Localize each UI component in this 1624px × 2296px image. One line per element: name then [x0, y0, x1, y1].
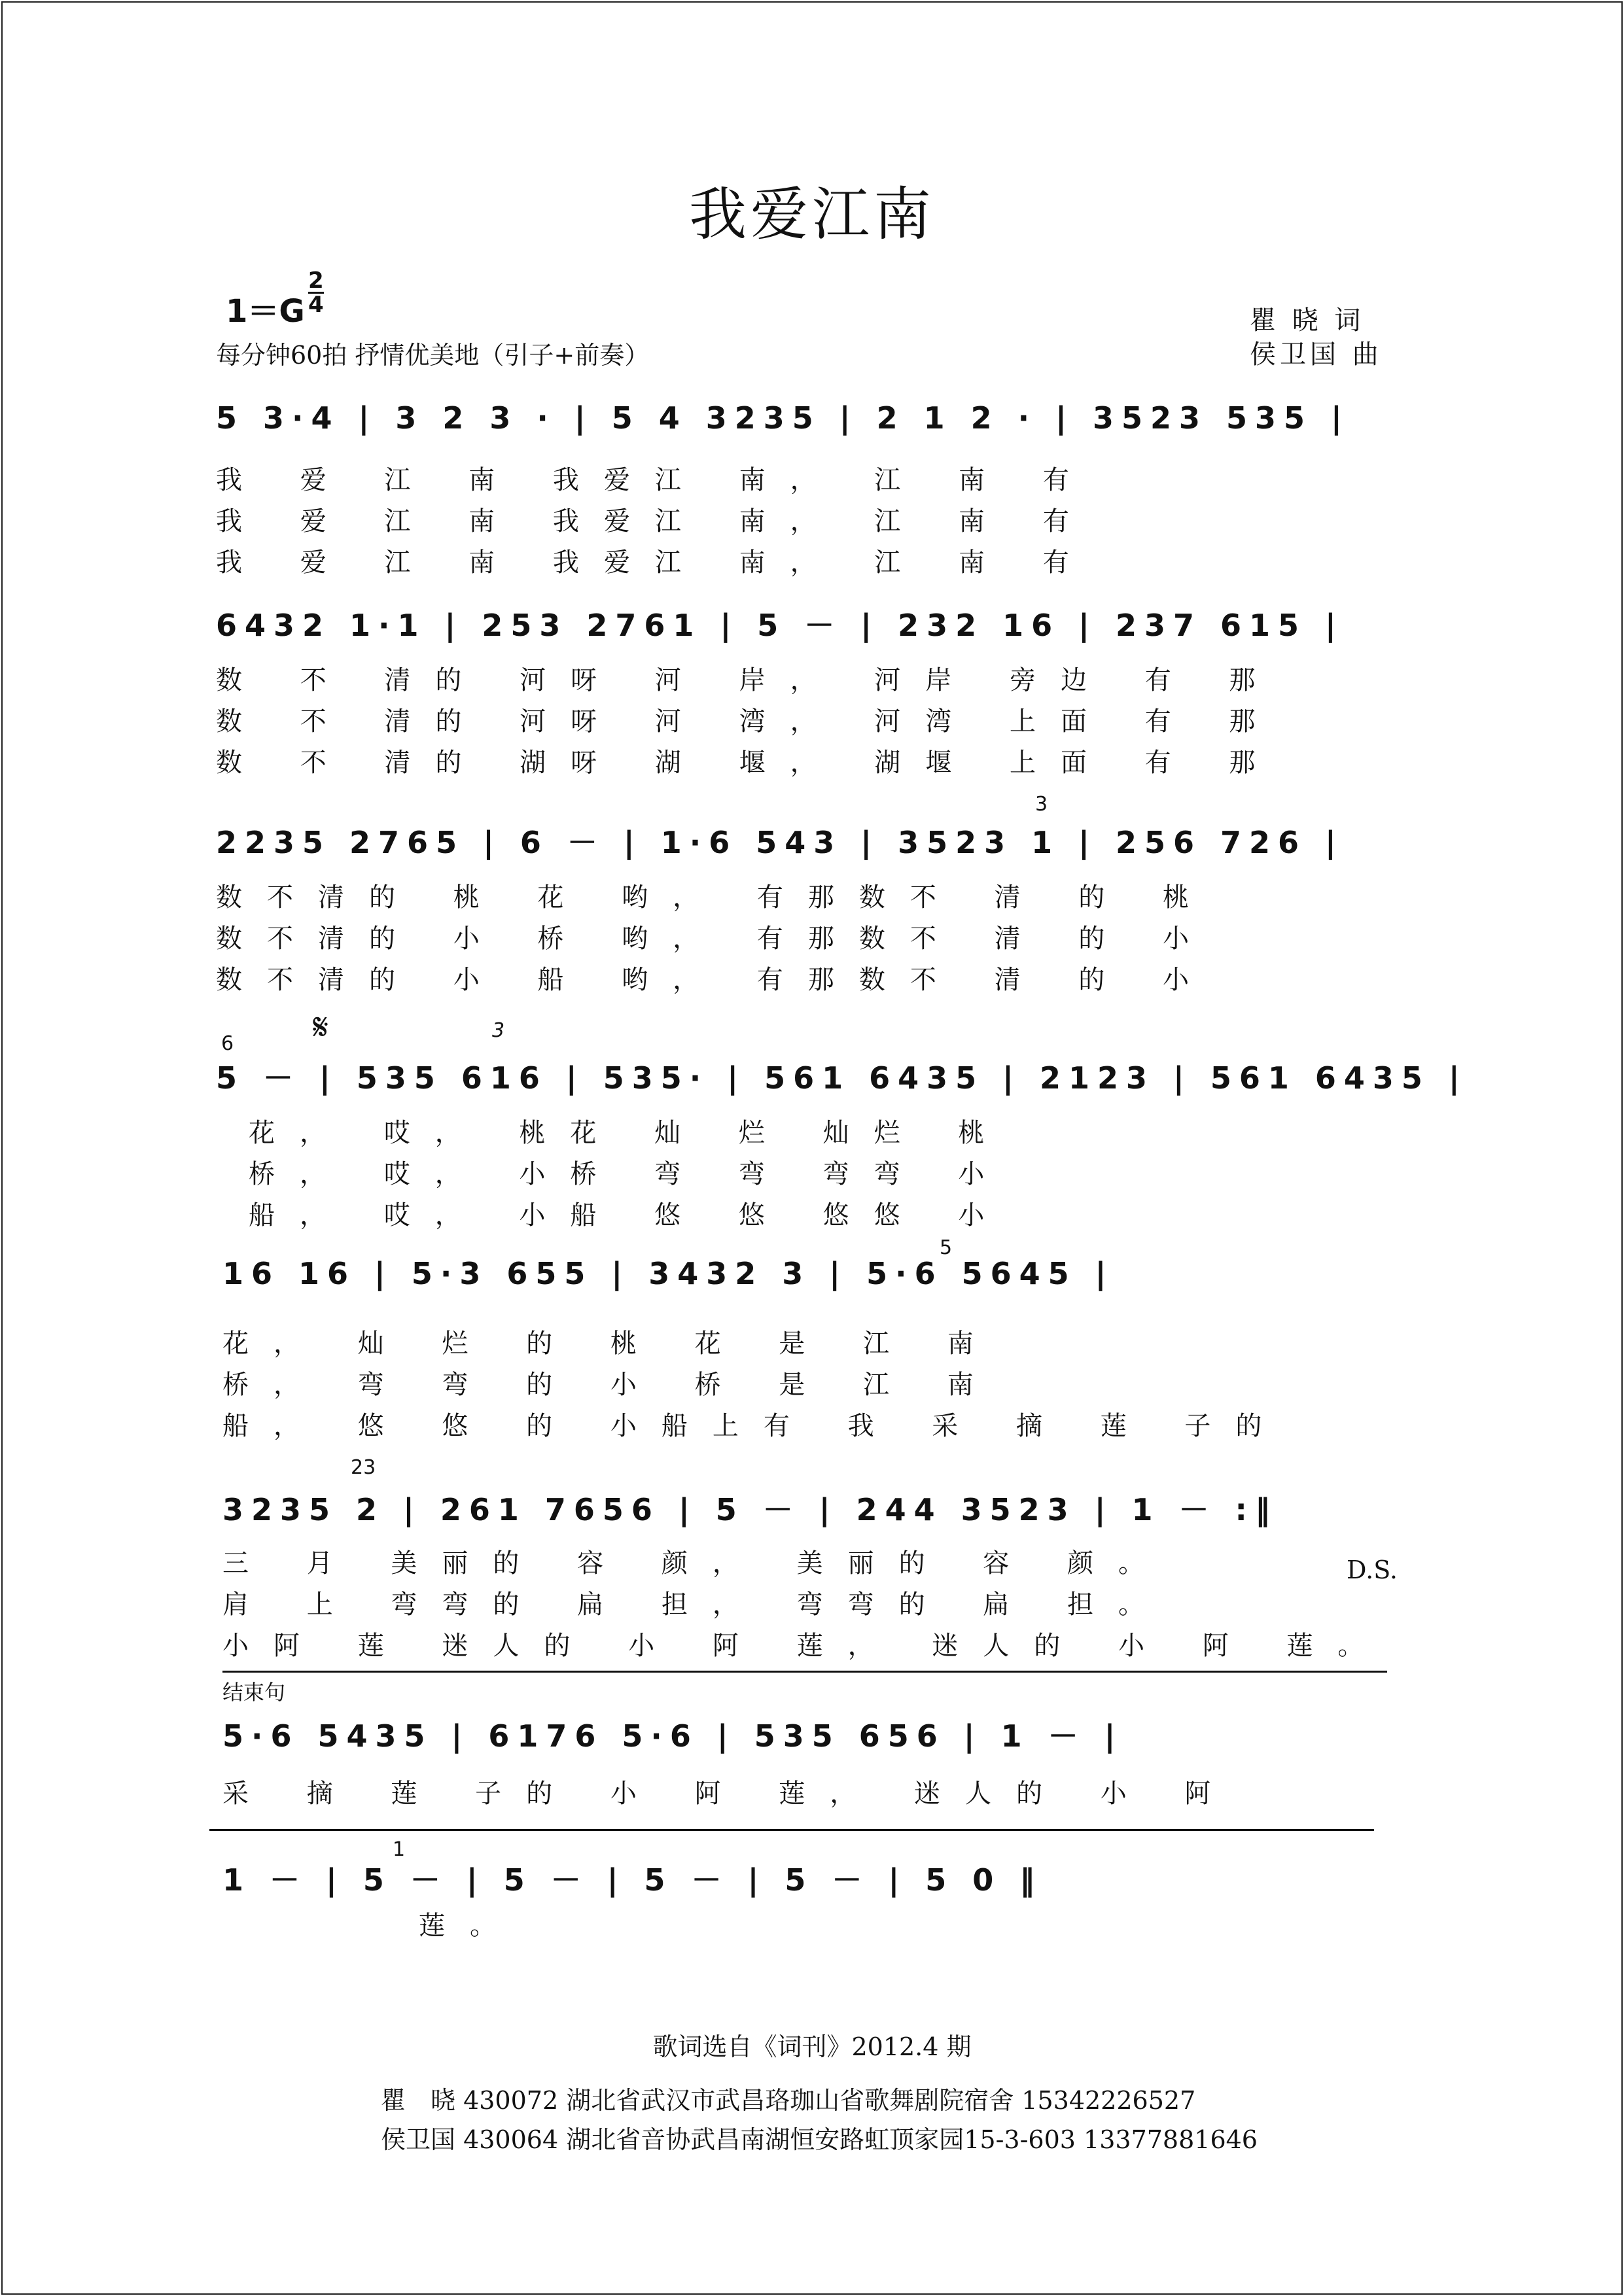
lyric-line: 我 爱 江 南 我爱江 南， 江 南 有: [216, 465, 1094, 495]
key-signature: 1＝G: [226, 293, 305, 330]
lyric-line: 船， 哎， 小船 悠 悠 悠悠 小: [249, 1200, 1010, 1230]
notation-line: 5 － | 535 616 | 535· | 561 6435 | 2123 | 561 6435 |: [216, 1060, 1468, 1096]
source-note: 歌词选自《词刊》2012.4 期: [652, 2032, 972, 2061]
lyric-line: 数 不 清的 河呀 河 湾， 河湾 上面 有 那: [216, 706, 1280, 737]
lyric-line: 采 摘 莲 子的 小 阿 莲， 迷人的 小 阿: [222, 1779, 1236, 1809]
contact-composer: 侯卫国 430064 湖北省音协武昌南湖恒安路虹顶家园15-3-603 13377881646: [381, 2125, 1258, 2154]
lyric-line: 桥， 哎， 小桥 弯 弯 弯弯 小: [249, 1159, 1010, 1189]
lyric-line: 数不清的 小 船 哟， 有那数不 清 的 小: [216, 965, 1214, 995]
lyric-line: 肩 上 弯弯的 扁 担， 弯弯的 扁 担。: [222, 1590, 1170, 1620]
ending-label: 结束句: [222, 1680, 286, 1705]
notation-line: 5·6 5435 | 6176 5·6 | 535 656 | 1 － |: [222, 1718, 1123, 1754]
lyric-line: 花， 哎， 桃花 灿 烂 灿烂 桃: [249, 1118, 1010, 1148]
notation-line: 1 － | 5 － | 5 － | 5 － | 5 － | 5 0 ‖: [222, 1862, 1043, 1898]
time-denominator: 4: [308, 292, 324, 318]
grace-note: 3: [1035, 793, 1048, 816]
lyric-line: 三 月 美丽的 容 颜， 美丽的 容 颜。: [222, 1548, 1170, 1578]
lyric-line: 船， 悠 悠 的 小船上有 我 采 摘 莲 子的: [222, 1411, 1287, 1441]
lyric-line: 我 爱 江 南 我爱江 南， 江 南 有: [216, 506, 1094, 536]
lyric-line: 小阿 莲 迷人的 小 阿 莲， 迷人的 小 阿 莲。: [222, 1631, 1389, 1661]
composer: 侯卫国 曲: [1250, 339, 1383, 370]
lyric-line: 桥， 弯 弯 的 小 桥 是 江 南: [222, 1370, 998, 1400]
contact-lyricist: 瞿 晓 430072 湖北省武汉市武昌珞珈山省歌舞剧院宿舍 15342226527: [381, 2086, 1196, 2115]
lyric-line: 数 不 清的 湖呀 湖 堰， 湖堰 上面 有 那: [216, 748, 1280, 778]
ds-mark: D.S.: [1347, 1556, 1398, 1584]
lyric-line: 花， 灿 烂 的 桃 花 是 江 南: [222, 1329, 998, 1359]
lyricist: 瞿 晓 词: [1250, 305, 1365, 336]
lyric-line: 莲。: [419, 1911, 521, 1941]
notation-line: 16 16 | 5·3 655 | 3432 3 | 5·6 5645 |: [222, 1256, 1114, 1291]
ending-bracket-line: [209, 1829, 1374, 1831]
notation-line: 5 3·4 | 3 2 3 · | 5 4 3235 | 2 1 2 · | 3523 535 |: [216, 400, 1350, 436]
lyric-line: 我 爱 江 南 我爱江 南， 江 南 有: [216, 548, 1094, 578]
lyric-line: 数不清的 小 桥 哟， 有那数不 清 的 小: [216, 924, 1214, 954]
lyric-line: 数不清的 桃 花 哟， 有那数不 清 的 桃: [216, 882, 1214, 913]
notation-line: 6432 1·1 | 253 2761 | 5 － | 232 16 | 237 615 |: [216, 608, 1344, 643]
grace-note: 5: [940, 1236, 953, 1259]
song-title: 我爱江南: [688, 181, 935, 248]
grace-note: 23: [351, 1456, 376, 1479]
time-numerator: 2: [308, 268, 324, 294]
notation-line: 3235 2 | 261 7656 | 5 － | 244 3523 | 1 － :‖: [222, 1492, 1278, 1527]
segno-sign: 𝄋: [313, 1006, 329, 1049]
grace-note: 6: [221, 1032, 234, 1055]
ending-bracket-line: [222, 1671, 1387, 1673]
grace-note: 1: [393, 1838, 406, 1861]
lyric-line: 数 不 清的 河呀 河 岸， 河岸 旁边 有 那: [216, 665, 1280, 695]
time-signature: [308, 270, 324, 316]
notation-line: 2235 2765 | 6 － | 1·6 543 | 3523 1 | 256 726 |: [216, 825, 1344, 860]
triplet-mark: 3: [492, 1019, 505, 1042]
tempo-marking: 每分钟60拍 抒情优美地（引子+前奏）: [216, 341, 650, 370]
